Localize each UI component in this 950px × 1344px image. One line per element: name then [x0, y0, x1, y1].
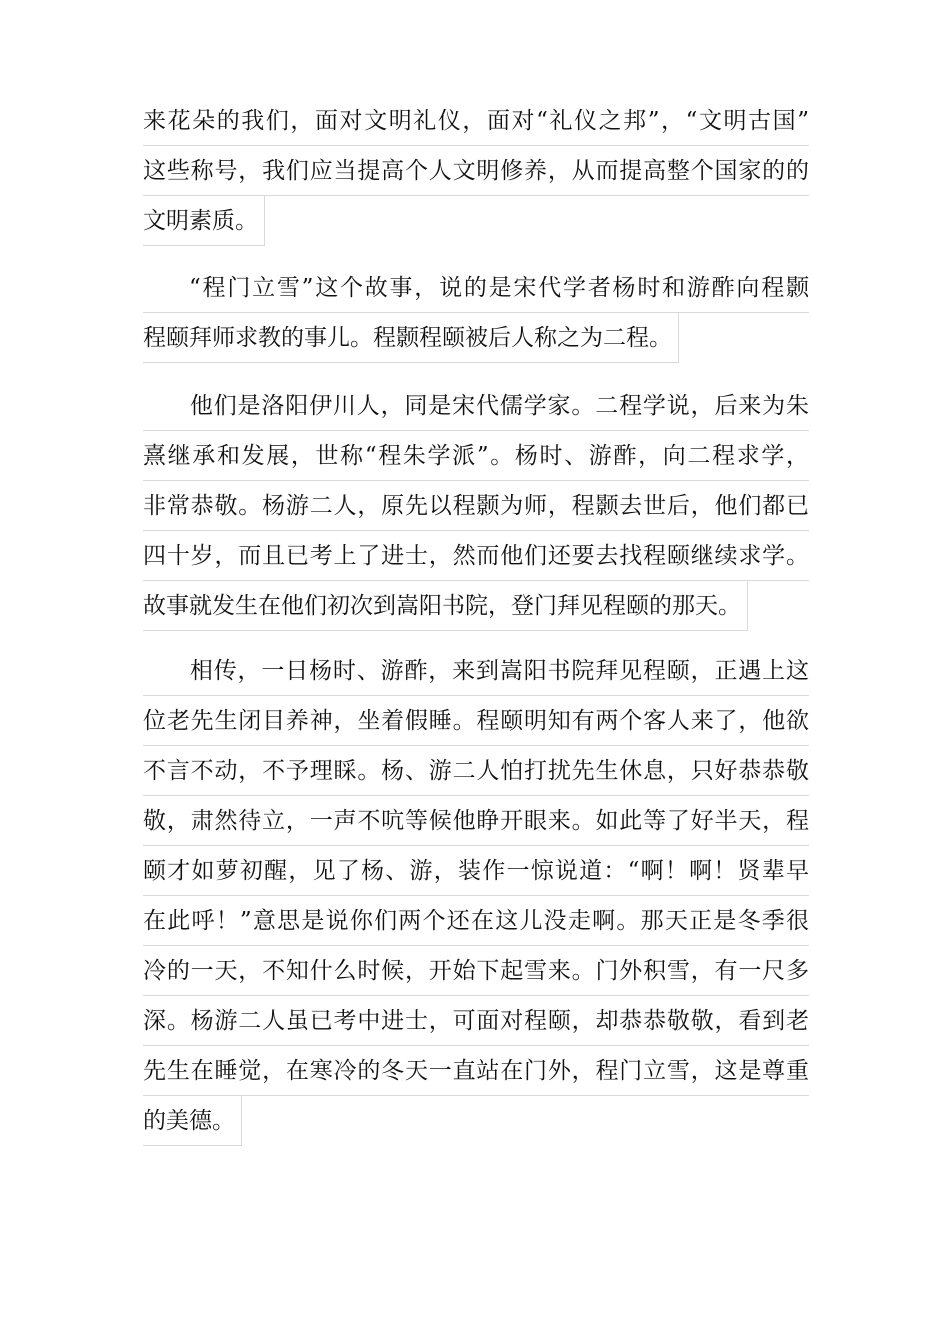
text-line [143, 381, 809, 431]
text-line: 颐才如萝初醒，见了杨、游，装作一惊说道：“啊！啊！贤辈早 [143, 846, 809, 896]
text-line: 来花朵的我们，面对文明礼仪，面对“礼仪之邦”，“文明古国” [143, 96, 809, 146]
text-line: 位老先生闭目养神，坐着假睡。程颐明知有两个客人来了，他欲 [143, 696, 809, 746]
text-line: 四十岁，而且已考上了进士，然而他们还要去找程颐继续求学。 [143, 531, 809, 581]
text-line: 不言不动，不予理睬。杨、游二人怕打扰先生休息，只好恭恭敬 [143, 746, 809, 796]
text-line-content: 他们是洛阳伊川人，同是宋代儒学家。二程学说，后来为朱 [189, 393, 809, 419]
text-line: 的美德。 [143, 1096, 242, 1146]
text-line: 在此呼！”意思是说你们两个还在这儿没走啊。那天正是冬季很 [143, 896, 809, 946]
text-line: 熹继承和发展，世称“程朱学派”。杨时、游酢，向二程求学， [143, 431, 809, 481]
text-line: 先生在睡觉，在寒冷的冬天一直站在门外，程门立雪，这是尊重 [143, 1046, 809, 1096]
paragraph-3 [143, 381, 809, 631]
text-line-content: 相传，一日杨时、游酢，来到嵩阳书院拜见程颐，正遇上这 [189, 658, 809, 684]
paragraph-4 [143, 646, 809, 1146]
text-line: 故事就发生在他们初次到嵩阳书院，登门拜见程颐的那天。 [143, 581, 748, 631]
text-line: 冷的一天，不知什么时候，开始下起雪来。门外积雪，有一尺多 [143, 946, 809, 996]
text-line: 敬，肃然待立，一声不吭等候他睁开眼来。如此等了好半天，程 [143, 796, 809, 846]
text-line [143, 646, 809, 696]
text-line [143, 263, 809, 313]
text-line: 非常恭敬。杨游二人，原先以程颢为师，程颢去世后，他们都已 [143, 481, 809, 531]
paragraph-1 [143, 96, 809, 246]
text-line: 文明素质。 [143, 196, 265, 246]
text-line-content: “程门立雪”这个故事，说的是宋代学者杨时和游酢向程颢 [189, 275, 809, 301]
text-line: 深。杨游二人虽已考中进士，可面对程颐，却恭恭敬敬，看到老 [143, 996, 809, 1046]
paragraph-2 [143, 263, 809, 363]
text-line: 程颐拜师求教的事儿。程颢程颐被后人称之为二程。 [143, 313, 679, 363]
text-line: 这些称号，我们应当提高个人文明修养，从而提高整个国家的的 [143, 146, 809, 196]
